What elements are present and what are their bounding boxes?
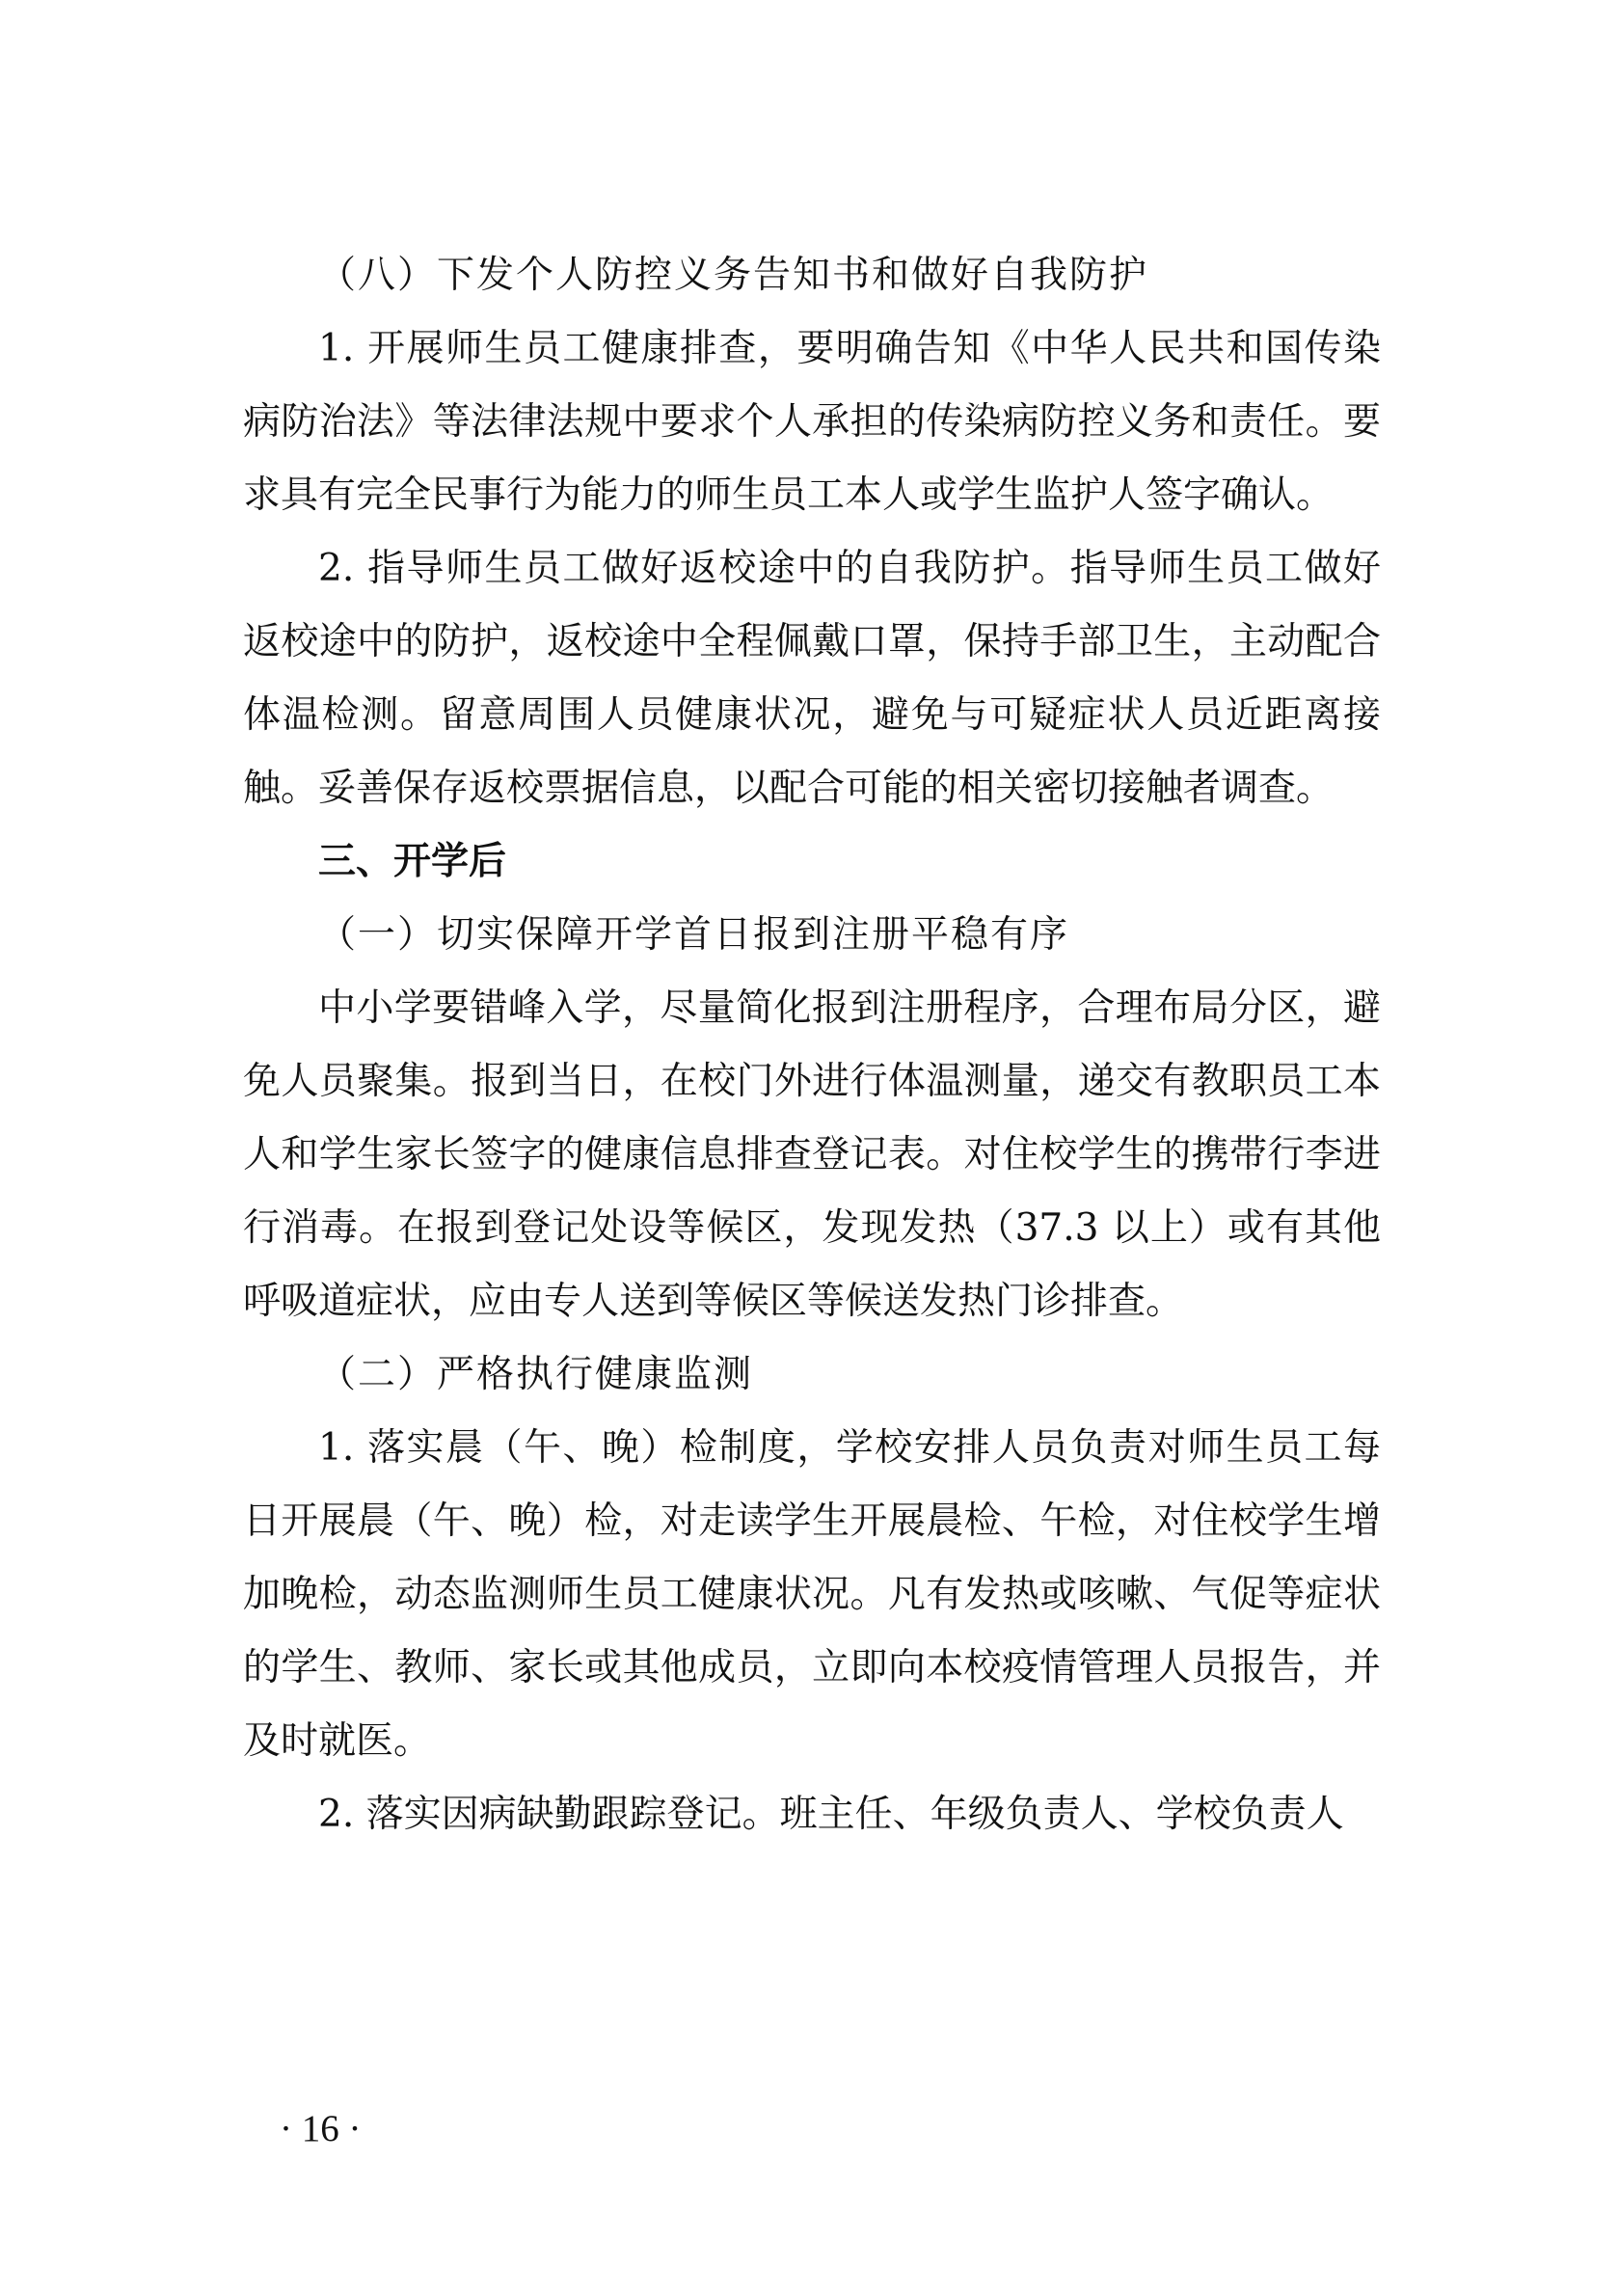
paragraph-health-screening: 1. 开展师生员工健康排查，要明确告知《中华人民共和国传染病防治法》等法律法规中要求个人承担的传染病防控义务和责任。要求具有完全民事行为能力的师生员工本人或学生监护人签字确认。 xyxy=(243,327,1381,517)
paragraph-registration: 中小学要错峰入学，尽量简化报到注册程序，合理布局分区，避免人员聚集。报到当日，在校门外进行体温测量，递交有教职员工本人和学生家长签字的健康信息排查登记表。对住校学生的携带行李进行消毒。在报到登记处设等候区，发现发热（37.3 以上）或有其他呼吸道症状，应由专人送到等候区等候送发热门诊排查。 xyxy=(243,986,1381,1323)
page-number: · 16 · xyxy=(280,2108,362,2149)
paragraph-self-protection: 2. 指导师生员工做好返校途中的自我防护。指导师生员工做好返校途中的防护，返校途中全程佩戴口罩，保持手部卫生，主动配合体温检测。留意周围人员健康状况，避免与可疑症状人员近距离接触。妥善保存返校票据信息，以配合可能的相关密切接触者调查。 xyxy=(243,547,1381,810)
section-heading-2: （二）严格执行健康监测 xyxy=(318,1353,754,1396)
section-heading-1: （一）切实保障开学首日报到注册平稳有序 xyxy=(318,913,1070,957)
paragraph-morning-check: 1. 落实晨（午、晚）检制度，学校安排人员负责对师生员工每日开展晨（午、晚）检，对走读学生开展晨检、午检，对住校学生增加晚检，动态监测师生员工健康状况。凡有发热或咳嗽、气促等症状的学生、教师、家长或其他成员，立即向本校疫情管理人员报告，并及时就医。 xyxy=(243,1426,1381,1763)
paragraph-absence-tracking: 2. 落实因病缺勤跟踪登记。班主任、年级负责人、学校负责人 xyxy=(318,1793,1344,1836)
section-heading-8: （八）下发个人防控义务告知书和做好自我防护 xyxy=(318,254,1149,297)
section-heading-after-school-start: 三、开学后 xyxy=(318,840,507,883)
document-body xyxy=(243,239,1381,1851)
